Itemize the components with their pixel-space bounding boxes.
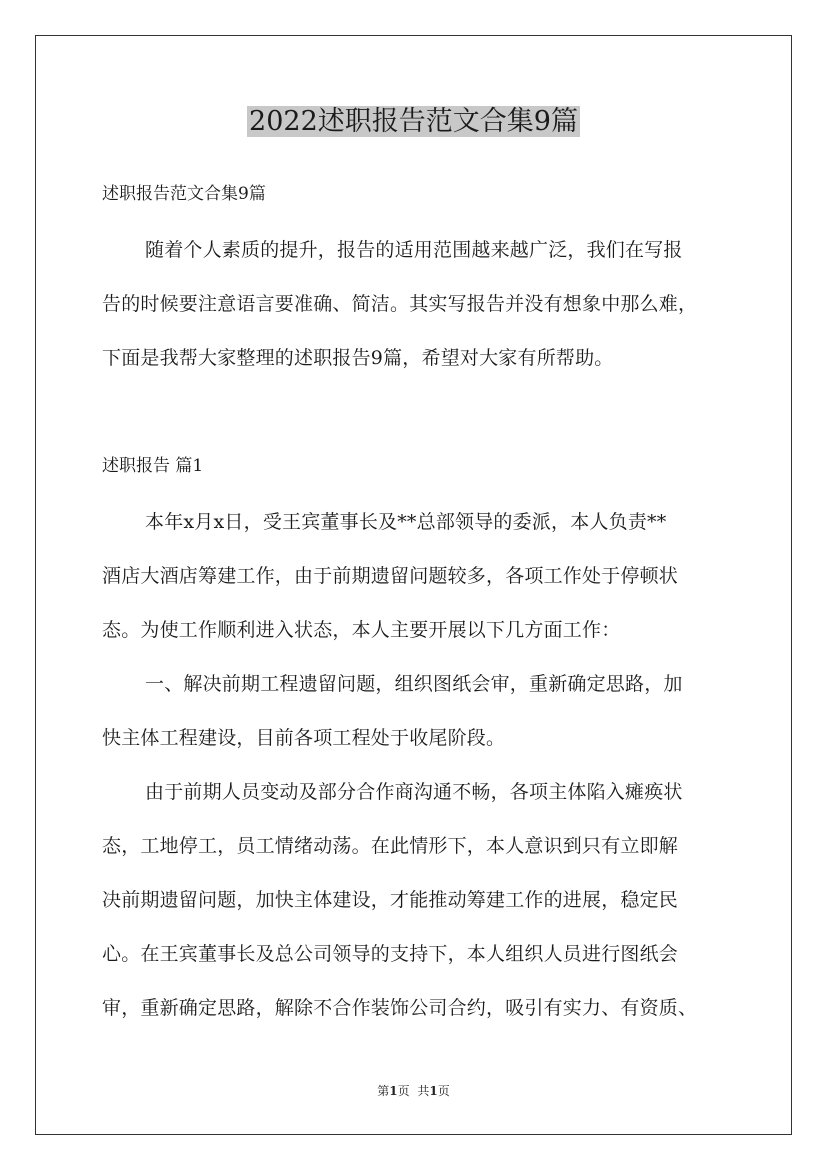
paragraph-line: 心。在王宾董事长及总公司领导的支持下，本人组织人员进行图纸会 [102,943,679,965]
intro-line: 随着个人素质的提升，报告的适用范围越来越广泛，我们在写报 [145,239,683,261]
paragraph-line: 决前期遗留问题，加快主体建设，才能推动筹建工作的进展，稳定民 [102,889,679,911]
paragraph-line: 一、解决前期工程遗留问题，组织图纸会审，重新确定思路，加 [145,673,683,695]
intro-line: 下面是我帮大家整理的述职报告9篇，希望对大家有所帮助。 [102,347,614,369]
footer-page-suffix: 页 [397,1084,410,1098]
paragraph-line: 态，工地停工，员工情绪动荡。在此情形下，本人意识到只有立即解 [102,835,679,857]
paragraph-line: 酒店大酒店筹建工作，由于前期遗留问题较多，各项工作处于停顿状 [102,565,679,587]
page-footer [0,1083,827,1099]
document-subtitle: 述职报告范文合集9篇 [102,184,266,204]
paragraph-line: 快主体工程建设，目前各项工程处于收尾阶段。 [102,727,506,749]
paragraph-line: 本年x月x日，受王宾董事长及**总部领导的委派，本人负责** [145,511,667,533]
footer-total-pages: 1 [429,1084,438,1098]
footer-page-number: 1 [389,1084,398,1098]
paragraph-line: 由于前期人员变动及部分合作商沟通不畅，各项主体陷入瘫痪状 [145,781,683,803]
document-title [0,100,827,144]
footer-page-prefix: 第 [377,1084,390,1098]
footer-total-prefix: 共 [417,1084,430,1098]
paragraph-line: 审，重新确定思路，解除不合作装饰公司合约，吸引有实力、有资质、 [102,997,698,1019]
intro-line: 告的时候要注意语言要准确、简洁。其实写报告并没有想象中那么难， [102,293,698,315]
document-title-text: 2022述职报告范文合集9篇 [249,106,578,137]
paragraph-line: 态。为使工作顺利进入状态，本人主要开展以下几方面工作： [102,619,621,641]
section-heading: 述职报告 篇1 [102,456,204,476]
footer-total-suffix: 页 [437,1084,450,1098]
